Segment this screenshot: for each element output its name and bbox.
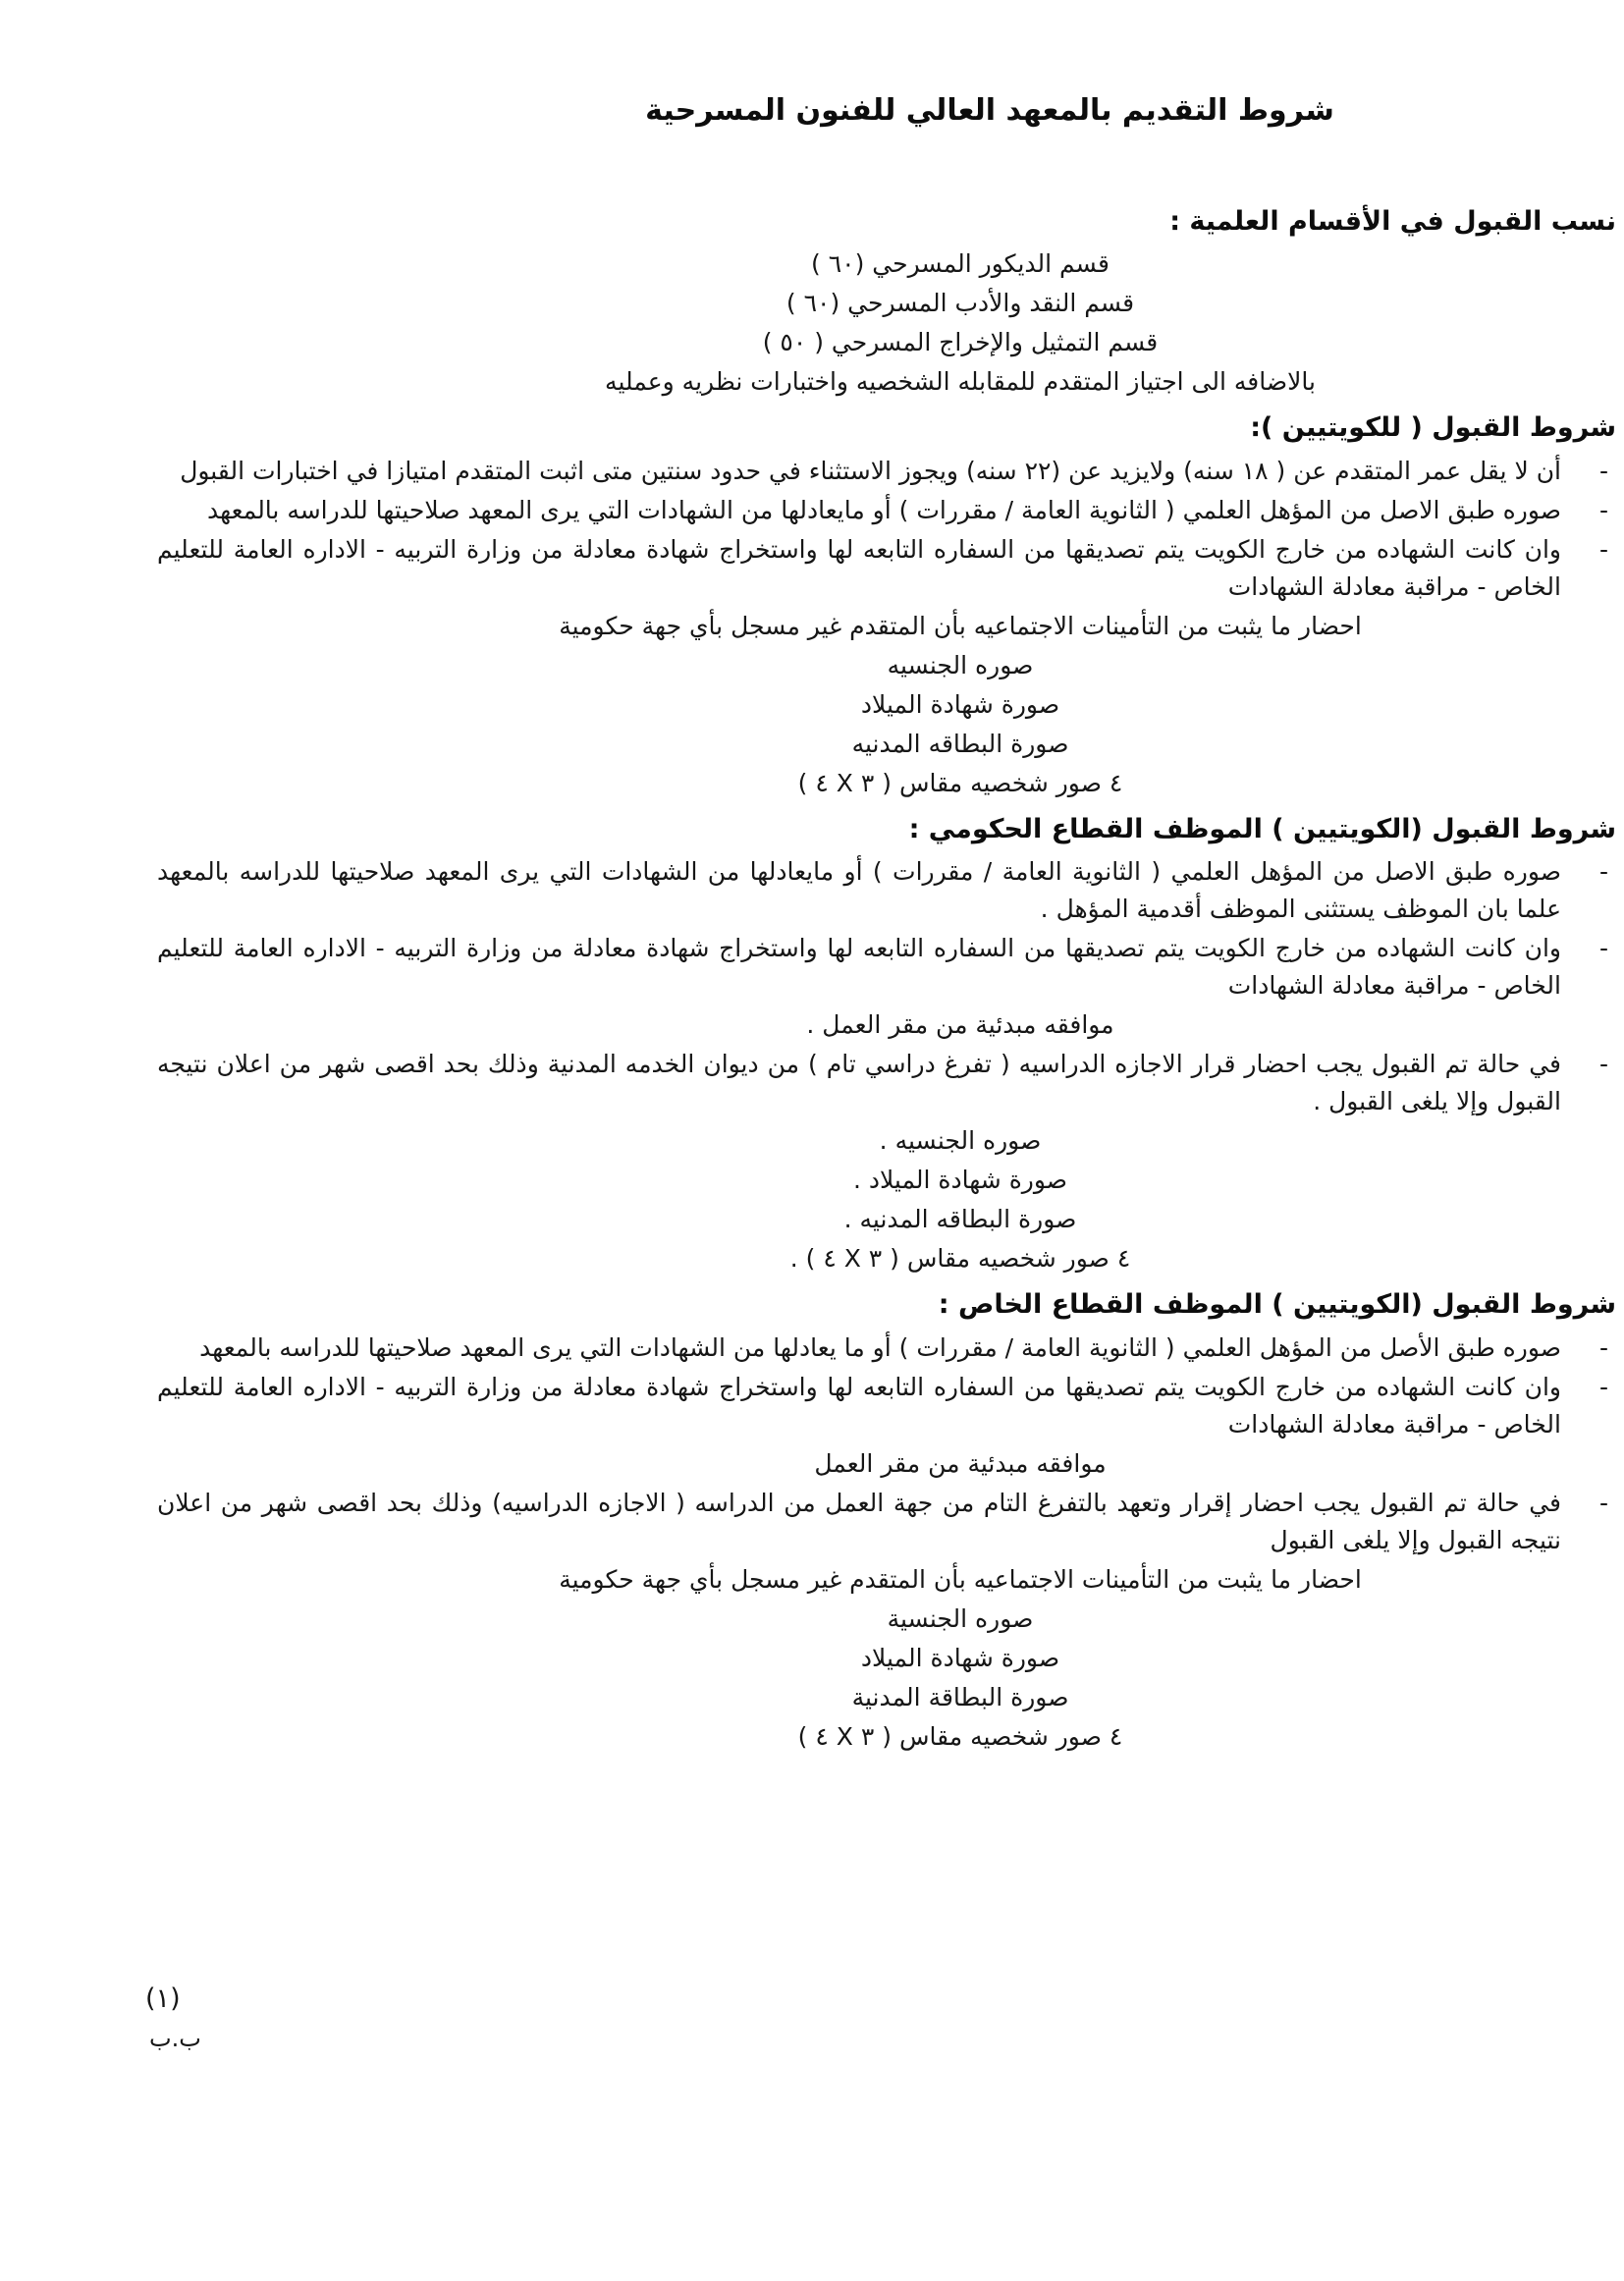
list-item-label: في حالة تم القبول يجب احضار قرار الاجازه الدراسيه ( تفرغ دراسي تام ) من ديوان الخدمه المدنية وذلك بحد اقصى شهر من اعلان نتيجه القبول وإلا يلغى القبول . — [157, 1050, 1561, 1116]
list-item — [157, 1561, 1616, 1599]
list-item-label: احضار ما يثبت من التأمينات الاجتماعيه بأن المتقدم غير مسجل بأي جهة حكومية — [559, 1564, 1362, 1594]
list-item-label: احضار ما يثبت من التأمينات الاجتماعيه بأن المتقدم غير مسجل بأي جهة حكومية — [559, 611, 1362, 640]
list-item-label: صورة البطاقه المدنيه — [851, 729, 1069, 758]
list-item — [157, 1122, 1616, 1160]
page-number: (١) — [145, 1983, 181, 2014]
list-item — [157, 1679, 1616, 1716]
list-item-label: في حالة تم القبول يجب احضار إقرار وتعهد بالتفرغ التام من جهة العمل من الدراسه ( الاجازه الدراسيه) وذلك بحد اقصى شهر من اعلان نتيجه القبول وإلا يلغى القبول — [157, 1488, 1561, 1554]
list-item — [157, 1640, 1616, 1677]
list-item — [157, 647, 1616, 684]
list-private-employee-conditions — [157, 1330, 1616, 1756]
list-item — [157, 492, 1616, 529]
list-item-label: ٤ صور شخصيه مقاس ( ٣ X ٤ ) — [797, 768, 1123, 797]
list-item — [157, 1369, 1616, 1443]
admission-ratios-note: بالاضافه الى اجتياز المتقدم للمقابله الشخصيه واختبارات نظريه وعمليه — [605, 367, 1316, 397]
list-item-label: وان كانت الشهاده من خارج الكويت يتم تصديقها من السفاره التابعه لها واستخراج شهادة معادلة من وزارة التربيه - الاداره العامة للتعليم الخاص - مراقبة معادلة الشهادات — [157, 1372, 1561, 1439]
list-government-employee-conditions — [157, 853, 1616, 1277]
list-item — [157, 324, 1616, 361]
list-item-label: صوره طبق الاصل من المؤهل العلمي ( الثانوية العامة / مقررات ) أو مايعادلها من الشهادات التي يرى المعهد صلاحيتها للدراسه بالمعهد — [207, 495, 1561, 524]
document-body — [157, 93, 1616, 1758]
section-heading-kuwaitis: شروط القبول ( للكويتيين ): — [1250, 412, 1616, 444]
bullet-marker: - — [1598, 1372, 1608, 1401]
list-item-label: ٤ صور شخصيه مقاس ( ٣ X ٤ ) — [797, 1721, 1123, 1751]
list-item — [157, 1240, 1616, 1277]
list-item-label: صورة شهادة الميلاد . — [852, 1166, 1068, 1195]
bullet-marker: - — [1598, 1050, 1608, 1079]
list-item — [157, 1718, 1616, 1756]
list-item-label: صورة البطاقة المدنية — [851, 1682, 1069, 1711]
list-item-label: صورة البطاقه المدنيه . — [843, 1205, 1077, 1234]
list-item-label: موافقه مبدئية من مقر العمل — [814, 1448, 1107, 1478]
bullet-marker: - — [1598, 534, 1608, 564]
list-item-label: أن لا يقل عمر المتقدم عن ( ١٨ سنه) ولايزيد عن (٢٢ سنه) ويجوز الاستثناء في حدود سنتين متى اثبت المتقدم امتيازا في اختبارات القبول — [180, 456, 1561, 485]
list-item — [157, 726, 1616, 763]
list-item — [157, 1006, 1616, 1044]
list-item — [157, 686, 1616, 724]
list-admission-ratios — [157, 245, 1616, 361]
list-item — [157, 453, 1616, 490]
list-item-label: صوره طبق الأصل من المؤهل العلمي ( الثانوية العامة / مقررات ) أو ما يعادلها من الشهادات التي يرى المعهد صلاحيتها للدراسه بالمعهد — [199, 1332, 1561, 1362]
list-item — [157, 930, 1616, 1005]
list-item — [157, 765, 1616, 802]
list-item — [157, 1485, 1616, 1559]
section-heading-government-employee: شروط القبول (الكويتيين ) الموظف القطاع الحكومي : — [908, 813, 1616, 844]
list-item-label: ٤ صور شخصيه مقاس ( ٣ X ٤ ) . — [789, 1244, 1131, 1274]
list-item — [157, 608, 1616, 645]
list-item-label: قسم التمثيل والإخراج المسرحي ( ٥٠ ) — [762, 328, 1159, 357]
page-title: شروط التقديم بالمعهد العالي للفنون المسرحية — [645, 93, 1334, 128]
list-kuwaitis-conditions — [157, 453, 1616, 802]
bullet-marker: - — [1598, 934, 1608, 963]
list-item-label: صورة شهادة الميلاد — [860, 689, 1060, 719]
bullet-marker: - — [1598, 495, 1608, 524]
document-initials: ب.ب — [149, 2025, 201, 2052]
section-heading-private-employee: شروط القبول (الكويتيين ) الموظف القطاع الخاص : — [938, 1289, 1616, 1321]
bullet-marker: - — [1598, 1332, 1608, 1362]
section-heading-admission-ratios: نسب القبول في الأقسام العلمية : — [1169, 206, 1616, 237]
list-item — [157, 245, 1616, 283]
list-item-label: صوره الجنسيه . — [879, 1126, 1042, 1156]
list-item-label: صورة شهادة الميلاد — [860, 1643, 1060, 1672]
bullet-marker: - — [1598, 857, 1608, 887]
list-item — [157, 1445, 1616, 1483]
list-item — [157, 1162, 1616, 1199]
list-item-label: قسم الديكور المسرحي (٦٠ ) — [811, 249, 1110, 279]
list-item-label: موافقه مبدئية من مقر العمل . — [806, 1010, 1114, 1040]
list-item — [157, 1046, 1616, 1120]
list-item-label: قسم النقد والأدب المسرحي (٦٠ ) — [785, 289, 1135, 318]
list-item-label: وان كانت الشهاده من خارج الكويت يتم تصديقها من السفاره التابعه لها واستخراج شهادة معادلة من وزارة التربيه - الاداره العامة للتعليم الخاص - مراقبة معادلة الشهادات — [157, 934, 1561, 1001]
list-item — [157, 853, 1616, 928]
bullet-marker: - — [1598, 456, 1608, 485]
bullet-marker: - — [1598, 1488, 1608, 1517]
list-item-label: وان كانت الشهاده من خارج الكويت يتم تصديقها من السفاره التابعه لها واستخراج شهادة معادلة من وزارة التربيه - الاداره العامة للتعليم الخاص - مراقبة معادلة الشهادات — [157, 534, 1561, 601]
list-item-label: صوره الجنسية — [887, 1603, 1034, 1633]
list-item — [157, 285, 1616, 322]
list-item — [157, 1201, 1616, 1238]
list-item-label: صوره الجنسيه — [887, 650, 1034, 679]
list-item — [157, 531, 1616, 606]
list-item-label: صوره طبق الاصل من المؤهل العلمي ( الثانوية العامة / مقررات ) أو مايعادلها من الشهادات التي يرى المعهد صلاحيتها للدراسه بالمعهد علما بان الموظف يستثنى الموظف أقدمية المؤهل . — [157, 857, 1561, 924]
list-item — [157, 1330, 1616, 1367]
list-item — [157, 1601, 1616, 1638]
